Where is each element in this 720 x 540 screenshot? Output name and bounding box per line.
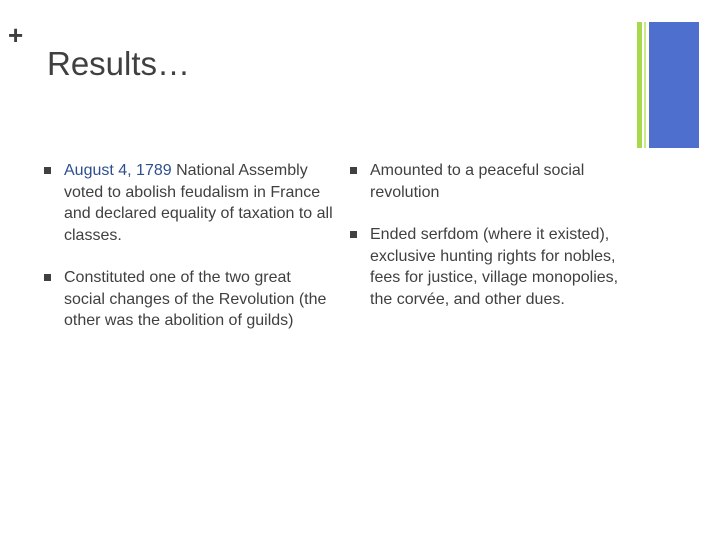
decorative-green-bar <box>637 22 642 148</box>
bullet-icon <box>350 231 357 238</box>
left-column <box>44 160 334 353</box>
bullet-text: Constituted one of the two great social changes of the Revolution (the other was the abolition of guilds) <box>64 269 327 329</box>
bullet-text: Amounted to a peaceful social revolution <box>370 162 585 201</box>
bullet-item <box>350 224 640 310</box>
plus-icon: + <box>8 20 24 50</box>
slide-title: Results… <box>47 45 191 82</box>
bullet-item <box>44 160 334 246</box>
bullet-date: August 4, 1789 <box>64 162 172 179</box>
bullet-icon <box>350 167 357 174</box>
bullet-item <box>350 160 640 203</box>
right-column <box>350 160 640 331</box>
bullet-text: Ended serfdom (where it existed), exclusive hunting rights for nobles, fees for justice, village monopolies, the corvée, and other dues. <box>370 226 619 308</box>
bullet-icon <box>44 274 51 281</box>
bullet-item <box>44 267 334 332</box>
bullet-icon <box>44 167 51 174</box>
decorative-green-line <box>644 22 646 148</box>
decorative-blue-block <box>649 22 699 148</box>
bullet-text: National Assembly voted to abolish feudalism in France and declared equality of taxation to all classes. <box>64 162 333 244</box>
